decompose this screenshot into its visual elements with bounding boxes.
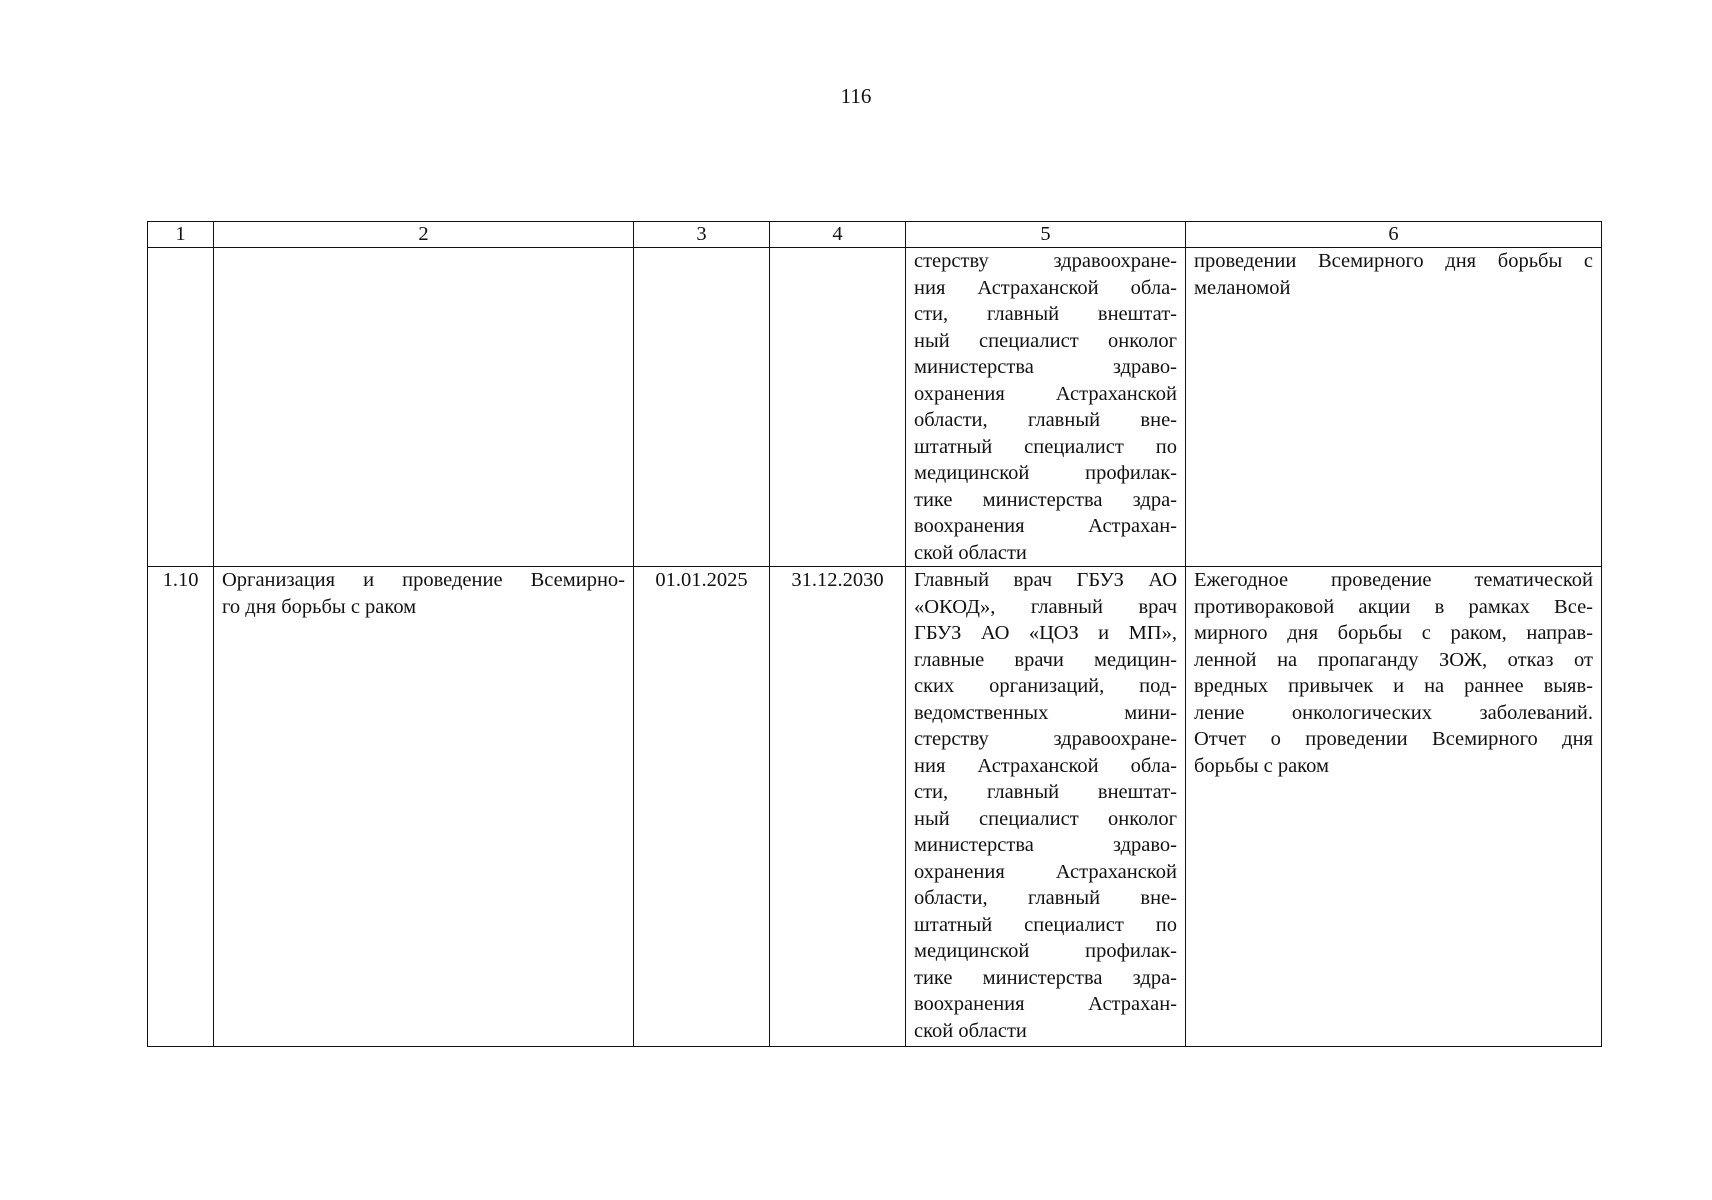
page-number: 116	[840, 84, 872, 108]
responsible-cell	[906, 567, 1186, 1047]
text-line: проведении Всемирного дня борьбы с	[1194, 250, 1593, 272]
text-line: ный специалист онколог	[914, 807, 1177, 830]
text-line: меланомой	[1194, 276, 1291, 299]
text-line: воохранения Астрахан-	[914, 515, 1177, 537]
plan-table	[147, 221, 1602, 1047]
row-number-cell	[148, 248, 214, 567]
event-name-cell	[214, 567, 634, 1047]
text-line: Отчет о проведении Всемирного дня	[1194, 728, 1593, 750]
text-line: противораковой акции в рамках Все-	[1194, 595, 1593, 618]
column-header: 6	[1186, 222, 1602, 248]
result-cell	[1186, 248, 1602, 567]
text-line: сти, главный внештат-	[914, 303, 1177, 325]
text-line: охранения Астраханской	[914, 382, 1177, 405]
text-line: министерства здраво-	[914, 834, 1177, 856]
text-line: области, главный вне-	[914, 409, 1177, 431]
text-line: штатный специалист по	[914, 435, 1177, 458]
column-header: 3	[634, 222, 770, 248]
text-line: охранения Астраханской	[914, 860, 1177, 883]
start-date-cell	[634, 248, 770, 567]
text-line: ских организаций, под-	[914, 675, 1177, 697]
table-row	[148, 567, 1602, 1047]
column-header: 1	[148, 222, 214, 248]
text-line: медицинской профилак-	[914, 940, 1177, 962]
column-header: 5	[906, 222, 1186, 248]
text-line: го дня борьбы с раком	[222, 595, 417, 618]
text-line: тике министерства здра-	[914, 488, 1177, 511]
text-line: Главный врач ГБУЗ АО	[914, 569, 1177, 591]
responsible-cell	[906, 248, 1186, 567]
text-line: сти, главный внештат-	[914, 781, 1177, 803]
column-header: 2	[214, 222, 634, 248]
table-header-row	[148, 222, 1602, 248]
text-line: ской области	[914, 1019, 1027, 1042]
text-line: ный специалист онколог	[914, 329, 1177, 352]
text-line: «ОКОД», главный врач	[914, 595, 1177, 618]
text-line: стерству здравоохране-	[914, 250, 1177, 272]
text-line: борьбы с раком	[1194, 754, 1329, 777]
text-line: ния Астраханской обла-	[914, 276, 1177, 299]
table-row	[148, 248, 1602, 567]
text-line: ГБУЗ АО «ЦОЗ и МП»,	[914, 622, 1177, 644]
column-header: 4	[770, 222, 906, 248]
text-line: ния Астраханской обла-	[914, 754, 1177, 777]
text-line: ленной на пропаганду ЗОЖ, отказ от	[1194, 648, 1593, 671]
text-line: ведомственных мини-	[914, 701, 1177, 724]
text-line: тике министерства здра-	[914, 966, 1177, 989]
text-line: ление онкологических заболеваний.	[1194, 701, 1593, 724]
text-line: министерства здраво-	[914, 356, 1177, 378]
text-line: стерству здравоохране-	[914, 728, 1177, 750]
text-line: воохранения Астрахан-	[914, 993, 1177, 1015]
end-date-cell: 31.12.2030	[770, 567, 906, 1047]
text-line: мирного дня борьбы с раком, направ-	[1194, 622, 1593, 644]
text-line: медицинской профилак-	[914, 462, 1177, 484]
text-line: ской области	[914, 541, 1027, 564]
text-line: Ежегодное проведение тематической	[1194, 569, 1593, 591]
text-line: области, главный вне-	[914, 887, 1177, 909]
text-line: Организация и проведение Всемирно-	[222, 569, 625, 591]
row-number-cell: 1.10	[148, 567, 214, 1047]
start-date-cell: 01.01.2025	[634, 567, 770, 1047]
end-date-cell	[770, 248, 906, 567]
event-name-cell	[214, 248, 634, 567]
result-cell	[1186, 567, 1602, 1047]
text-line: главные врачи медицин-	[914, 648, 1177, 671]
text-line: вредных привычек и на раннее выяв-	[1194, 675, 1593, 697]
text-line: штатный специалист по	[914, 913, 1177, 936]
